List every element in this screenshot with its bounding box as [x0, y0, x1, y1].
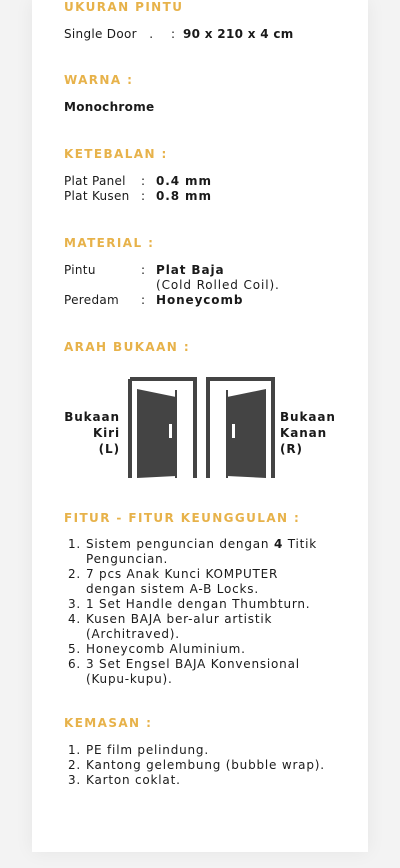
fitur-item [68, 597, 317, 612]
fitur-item-text-post: Titik [283, 537, 317, 551]
door-left-icon [128, 377, 198, 480]
ketebalan-heading: KETEBALAN : [64, 147, 168, 161]
material-heading: MATERIAL : [64, 236, 155, 250]
list-item-number: 1. [68, 537, 82, 551]
kemasan-item [68, 743, 325, 758]
kemasan-item-text: PE film pelindung. [86, 743, 209, 757]
kemasan-item [68, 773, 325, 788]
arah-heading: ARAH BUKAAN : [64, 340, 191, 354]
material-extra-pintu: (Cold Rolled Coil). [156, 278, 280, 292]
fitur-item-text: 3 Set Engsel BAJA Konvensional [86, 657, 300, 671]
material-sep-pintu: : [141, 263, 146, 277]
door-right-label [280, 409, 336, 457]
ketebalan-label-panel: Plat Panel [64, 174, 126, 188]
fitur-list [68, 537, 317, 687]
ketebalan-sep-kusen: : [141, 189, 146, 203]
ketebalan-sep-panel: : [141, 174, 146, 188]
list-item-number: 4. [68, 612, 82, 626]
kemasan-heading: KEMASAN : [64, 716, 153, 730]
material-value-pintu: Plat Baja [156, 263, 225, 277]
list-item-number: 3. [68, 773, 82, 787]
kemasan-item-text: Karton coklat. [86, 773, 181, 787]
material-value-peredam: Honeycomb [156, 293, 244, 307]
fitur-item-text: 1 Set Handle dengan Thumbturn. [86, 597, 311, 611]
ukuran-label: Single Door . [64, 27, 154, 41]
fitur-item [68, 657, 317, 687]
door-right-icon [205, 377, 275, 480]
material-label-peredam: Peredam [64, 293, 120, 307]
fitur-item [68, 567, 317, 597]
list-item-number: 3. [68, 597, 82, 611]
door-right-label-line3: (R) [280, 442, 303, 456]
warna-value: Monochrome [64, 100, 155, 114]
list-item-number: 1. [68, 743, 82, 757]
fitur-item-line2: (Architraved). [86, 627, 180, 641]
kemasan-item [68, 758, 325, 773]
fitur-item-text: Honeycomb Aluminium. [86, 642, 246, 656]
fitur-item-text: Kusen BAJA ber-alur artistik [86, 612, 273, 626]
material-label-pintu: Pintu [64, 263, 96, 277]
list-item-number: 6. [68, 657, 82, 671]
door-left-label [64, 409, 120, 457]
fitur-item [68, 612, 317, 642]
list-item-number: 2. [68, 758, 82, 772]
warna-heading: WARNA : [64, 73, 134, 87]
fitur-item-bold: 4 [273, 537, 284, 551]
door-right-label-line1: Bukaan [280, 410, 336, 424]
kemasan-list [68, 743, 325, 788]
kemasan-item-text: Kantong gelembung (bubble wrap). [86, 758, 325, 772]
fitur-item [68, 537, 317, 567]
ukuran-sep: : [171, 27, 176, 41]
fitur-item-text: 7 pcs Anak Kunci KOMPUTER [86, 567, 279, 581]
ketebalan-value-panel: 0.4 mm [156, 174, 212, 188]
material-sep-peredam: : [141, 293, 146, 307]
ukuran-heading: UKURAN PINTU [64, 0, 184, 14]
list-item-number: 5. [68, 642, 82, 656]
door-left-label-line2: Kiri [92, 426, 120, 440]
fitur-item-text: Sistem penguncian dengan [86, 537, 274, 551]
fitur-item [68, 642, 317, 657]
fitur-heading: FITUR - FITUR KEUNGGULAN : [64, 511, 301, 525]
fitur-item-line2: dengan sistem A-B Locks. [86, 582, 259, 596]
fitur-item-line2: Penguncian. [86, 552, 169, 566]
door-right-label-line2: Kanan [280, 426, 328, 440]
door-left-label-line3: (L) [98, 442, 120, 456]
list-item-number: 2. [68, 567, 82, 581]
ketebalan-value-kusen: 0.8 mm [156, 189, 212, 203]
ukuran-value: 90 x 210 x 4 cm [183, 27, 294, 41]
ketebalan-label-kusen: Plat Kusen [64, 189, 130, 203]
fitur-item-line2: (Kupu-kupu). [86, 672, 173, 686]
door-left-label-line1: Bukaan [64, 410, 120, 424]
